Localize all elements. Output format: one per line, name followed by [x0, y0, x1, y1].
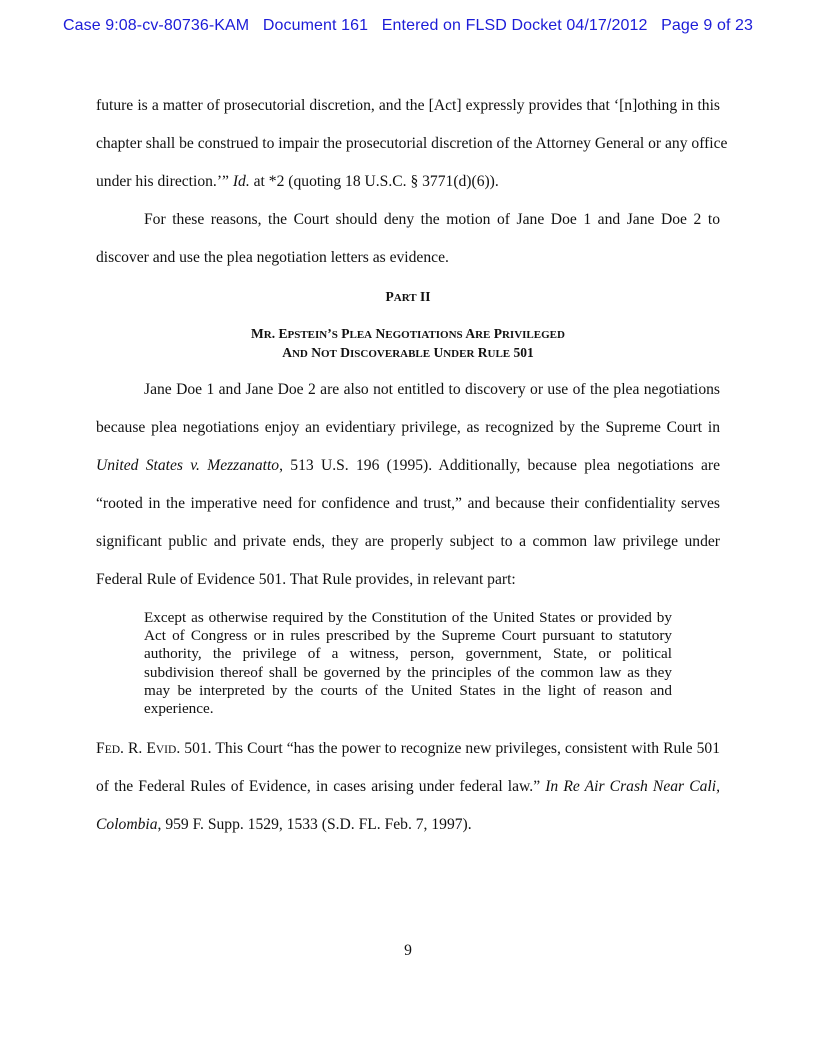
paragraph-line: under his direction.’” Id. at *2 (quoting 18 U.S.C. § 3771(d)(6)). — [96, 173, 499, 190]
citation-id: Id. — [232, 173, 250, 190]
paragraph-line: discover and use the plea negotiation letters as evidence. — [96, 249, 449, 266]
heading-segment: OT — [320, 348, 337, 360]
heading-segment: M — [251, 326, 264, 341]
heading-segment: RE — [475, 329, 491, 341]
heading-segment: S — [331, 329, 338, 341]
part-heading: PART II — [385, 289, 431, 304]
heading-segment: R — [474, 345, 488, 360]
paragraph-line: For these reasons, the Court should deny the motion of Jane Doe 1 and Jane Doe 2 to — [144, 211, 720, 228]
heading-segment: P — [337, 326, 350, 341]
docket-header-stamp: Case 9:08-cv-80736-KAM Document 161 Entered on FLSD Docket 04/17/2012 Page 9 of 23 — [62, 17, 754, 34]
quote-line: Act of Congress or in rules prescribed by the Supreme Court pursuant to statutory — [144, 627, 672, 645]
quote-line: experience. — [144, 700, 214, 718]
case-name: In Re Air Crash Near Cali, — [545, 778, 720, 795]
heading-segment: N — [307, 345, 321, 360]
heading-segment: ’ — [327, 326, 332, 341]
heading-segment: PSTEIN — [287, 329, 328, 341]
heading-segment: P — [490, 326, 502, 341]
page-number: 9 — [404, 942, 412, 959]
heading-segment: A — [282, 345, 292, 360]
section-heading-line-1 — [96, 325, 720, 344]
heading-segment: A — [462, 326, 476, 341]
section-heading-line-2 — [96, 344, 720, 363]
heading-segment: 501 — [510, 345, 534, 360]
heading-segment: ND — [291, 348, 308, 360]
heading-segment: NDER — [443, 348, 475, 360]
heading-segment: RIVILEGED — [501, 329, 565, 341]
block-quote — [144, 609, 672, 718]
rule-citation: FED. R. EVID. 501. — [96, 740, 212, 757]
paragraph-line: Jane Doe 1 and Jane Doe 2 are also not entitled to discovery or use of the plea negotiations — [144, 381, 720, 398]
paragraph-line: Federal Rule of Evidence 501. That Rule provides, in relevant part: — [96, 571, 516, 588]
paragraph-line: Colombia, 959 F. Supp. 1529, 1533 (S.D. FL. Feb. 7, 1997). — [96, 816, 472, 833]
heading-segment: R — [263, 329, 272, 341]
quote-line: may be interpreted by the courts of the United States in the light of reason and — [144, 681, 672, 699]
paragraph-line: United States v. Mezzanatto, 513 U.S. 196 (1995). Additionally, because plea negotiations are — [96, 457, 720, 474]
case-name: United States v. Mezzanatto — [96, 457, 280, 474]
paragraph-line: FED. R. EVID. 501. This Court “has the power to recognize new privileges, consistent with Rule 501 — [96, 740, 720, 757]
paragraph-line: future is a matter of prosecutorial discretion, and the [Act] expressly provides that ‘[n]othing in this — [96, 97, 720, 114]
paragraph-line: because plea negotiations enjoy an evidentiary privilege, as recognized by the Supreme Court in — [96, 419, 720, 436]
heading-segment: N — [372, 326, 386, 341]
paragraph-line: “rooted in the imperative need for confidence and trust,” and because their confidentiality serves — [96, 495, 720, 512]
paragraph-line: of the Federal Rules of Evidence, in cases arising under federal law.” In Re Air Crash Near Cali, — [96, 778, 720, 795]
quote-line: Except as otherwise required by the Constitution of the United States or provided by — [144, 609, 672, 626]
heading-segment: U — [430, 345, 444, 360]
heading-segment: ULE — [487, 348, 511, 360]
heading-segment: D — [336, 345, 351, 360]
case-name: Colombia — [96, 816, 158, 833]
paragraph-line: significant public and private ends, they are properly subject to a common law privilege under — [96, 533, 720, 550]
heading-segment: LEA — [349, 329, 373, 341]
heading-segment: . E — [271, 326, 288, 341]
paragraph-line: chapter shall be construed to impair the prosecutorial discretion of the Attorney General or any office — [96, 135, 728, 152]
quote-line: subdivision thereof shall be governed by the principles of the common law as they — [144, 663, 672, 681]
heading-segment: ISCOVERABLE — [350, 348, 431, 360]
quote-line: authority, the privilege of a witness, person, government, State, or political — [144, 645, 672, 663]
heading-segment: EGOTIATIONS — [385, 329, 463, 341]
